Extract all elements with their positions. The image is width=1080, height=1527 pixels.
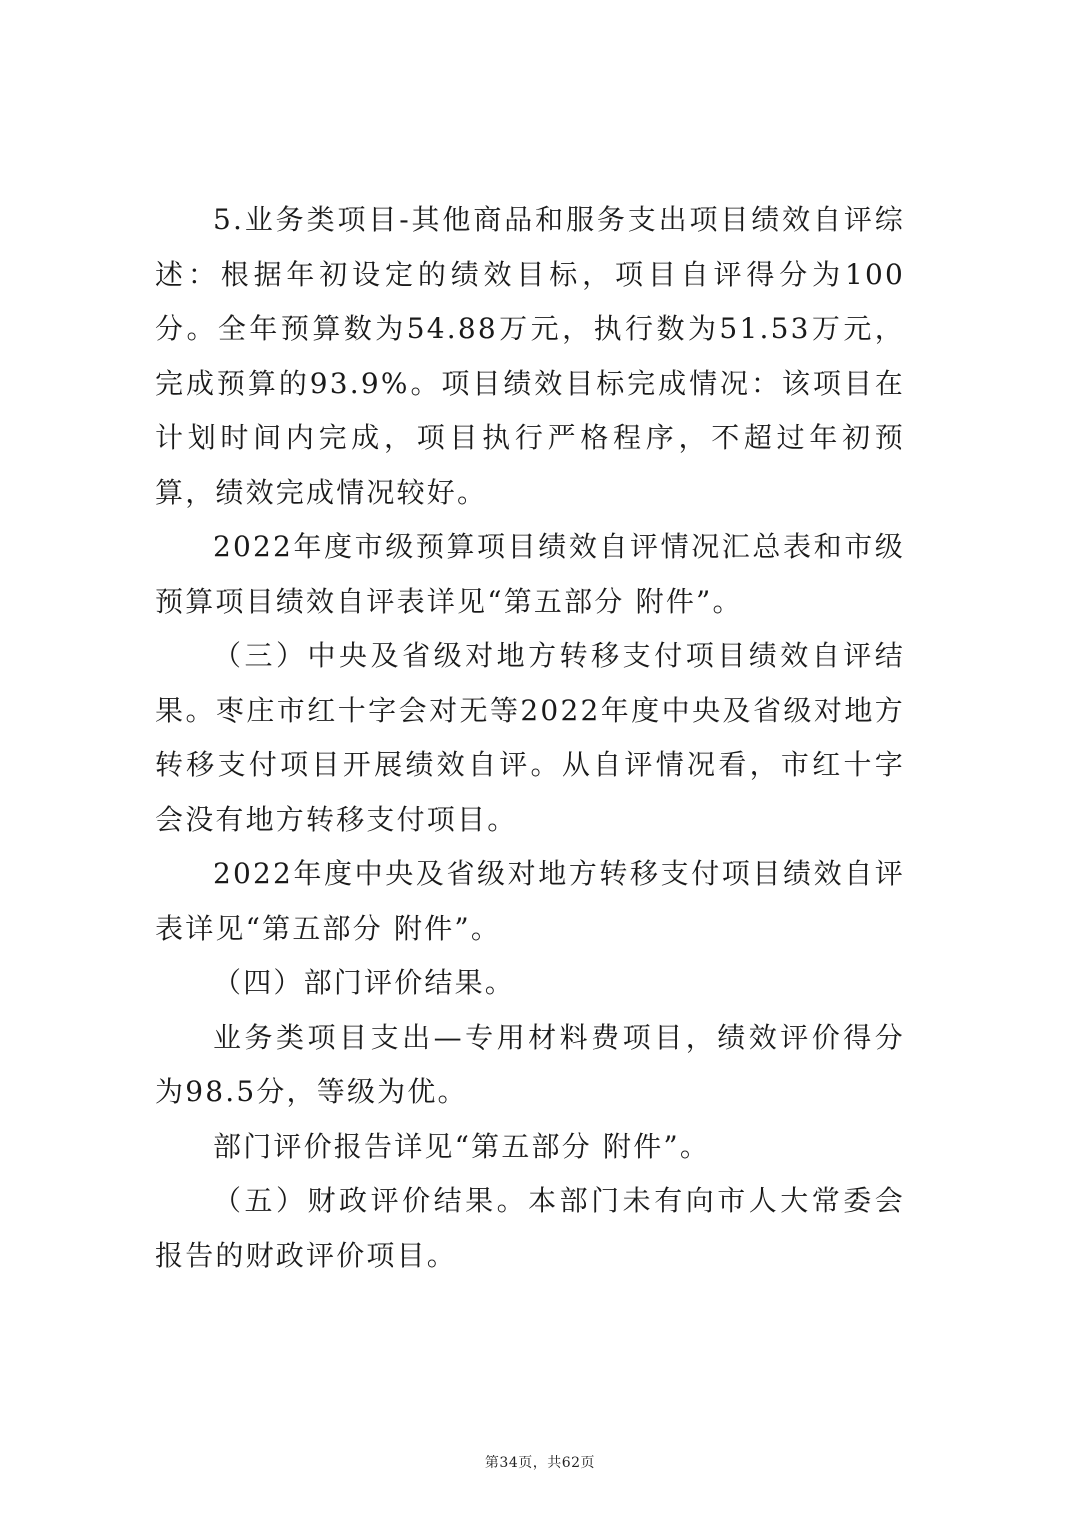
paragraph-department-evaluation-score: 业务类项目支出—专用材料费项目，绩效评价得分为98.5分，等级为优。	[155, 1020, 905, 1108]
paragraph-transfer-table-reference: 2022年度中央及省级对地方转移支付项目绩效自评表详见“第五部分 附件”。	[155, 857, 905, 945]
document-body	[155, 193, 905, 1283]
paragraph-department-report-reference: 部门评价报告详见“第五部分 附件”。	[213, 1129, 711, 1163]
page-number-footer: 第34页，共62页	[484, 1455, 596, 1471]
paragraph-section-3-transfer-payment: （三）中央及省级对地方转移支付项目绩效自评结果。枣庄市红十字会对无等2022年度中央及省级对地方转移支付项目开展绩效自评。从自评情况看，市红十字会没有地方转移支付项目。	[155, 639, 905, 836]
paragraph-section-5-fiscal-evaluation: （五）财政评价结果。本部门未有向市人大常委会报告的财政评价项目。	[155, 1184, 905, 1272]
paragraph-city-budget-table-reference: 2022年度市级预算项目绩效自评情况汇总表和市级预算项目绩效自评表详见“第五部分 附件”。	[155, 530, 905, 618]
paragraph-section-4-heading: （四）部门评价结果。	[213, 966, 516, 999]
paragraph-project-5-summary: 5.业务类项目-其他商品和服务支出项目绩效自评综述：根据年初设定的绩效目标，项目自评得分为100分。全年预算数为54.88万元，执行数为51.53万元，完成预算的93.9%。项目绩效目标完成情况：该项目在计划时间内完成，项目执行严格程序，不超过年初预算，绩效完成情况较好。	[155, 203, 905, 509]
